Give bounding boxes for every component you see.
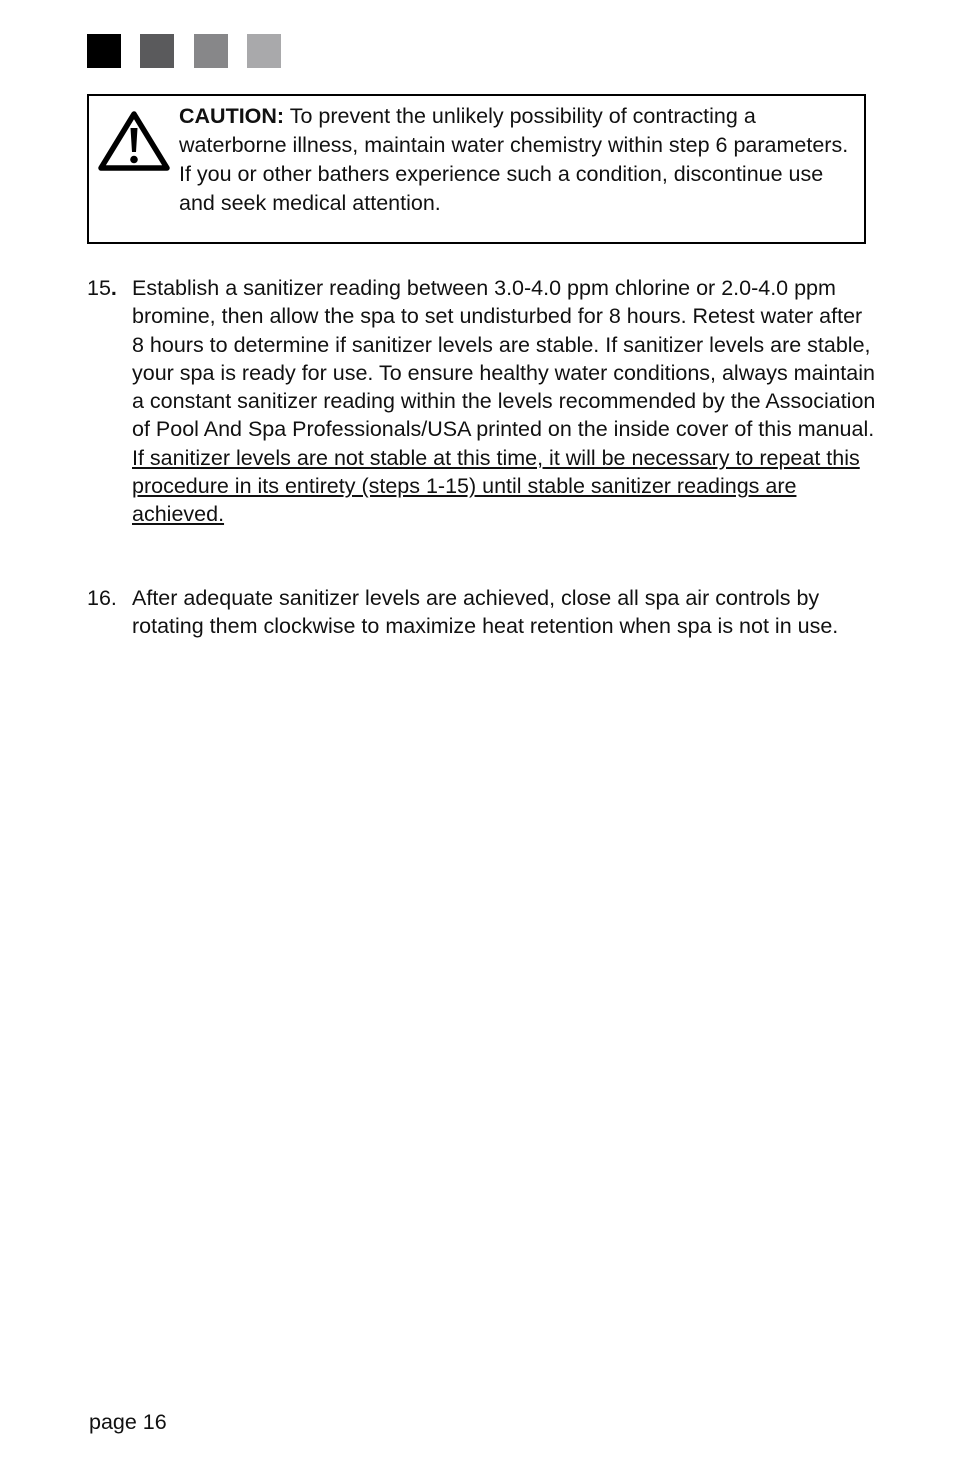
caution-box (87, 94, 866, 244)
step-text: Establish a sanitizer reading between 3.0-4.0 ppm chlorine or 2.0-4.0 ppm bromine, then allow the spa to set undisturbed for 8 hours. Retest water after 8 hours to determine if sanitizer levels are stable. If sanitizer levels are stable, your spa is ready for use. To ensure healthy water conditions, always maintain a constant sanitizer reading within the levels recommended by the Association of Pool And Spa Professionals/USA printed on the inside cover of this manual. If sanitizer levels are not stable at this time, it will be necessary to repeat this procedure in its entirety (steps 1-15) until stable sanitizer readings are achieved. (132, 276, 876, 527)
caution-body: To prevent the unlikely possibility of contracting a waterborne illness, maintain water chemistry within step 6 parameters. If you or other bathers experience such a condition, discontinue use and seek medical attention. (179, 104, 849, 215)
step-15 (87, 274, 877, 529)
caution-label: CAUTION: (179, 104, 285, 128)
step-underlined-text: If sanitizer levels are not stable at this time, it will be necessary to repeat this procedure in its entirety (steps 1-15) until stable sanitizer readings are achieved. (132, 445, 860, 527)
header-square-gray (194, 34, 228, 68)
page-number: page 16 (89, 1410, 167, 1434)
warning-triangle-icon (97, 110, 171, 172)
header-square-black (87, 34, 121, 68)
caution-text (179, 102, 850, 218)
header-square-light-gray (247, 34, 281, 68)
step-16 (87, 584, 877, 641)
header-square-dark-gray (140, 34, 174, 68)
step-number: 15. (87, 276, 117, 300)
step-text: After adequate sanitizer levels are achieved, close all spa air controls by rotating them clockwise to maximize heat retention when spa is not in use. (132, 586, 839, 639)
step-number: 16. (87, 586, 117, 610)
